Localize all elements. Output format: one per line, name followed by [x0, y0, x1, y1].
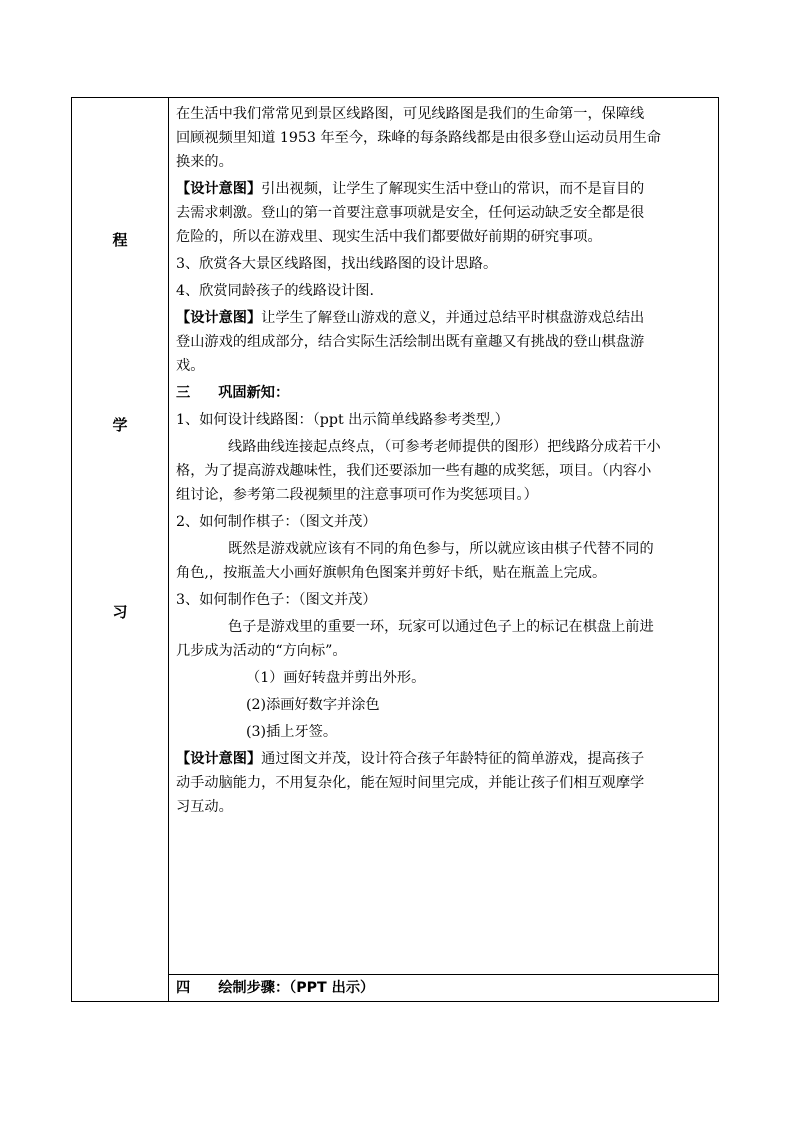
text-line: 动手动脑能力，不用复杂化，能在短时间里完成，并能让孩子们相互观摩学	[176, 775, 645, 791]
paragraph-chess-detail	[176, 537, 712, 585]
section-title: 绘制步骤：（PPT 出示）	[218, 980, 375, 996]
step-3	[176, 720, 712, 744]
text-line: 引出视频，让学生了解现实生活中登山的常识，而不是盲目的	[261, 181, 645, 197]
step-1	[176, 666, 712, 690]
paragraph-route-design	[176, 408, 712, 432]
text-line: 色子是游戏里的重要一环，玩家可以通过色子上的标记在棋盘上前进	[228, 619, 654, 635]
lesson-table	[71, 97, 719, 1002]
text-line: 去需求刺激。登山的第一首要注意事项就是安全，任何运动缺乏安全都是很	[176, 205, 645, 221]
text-line: 危险的，所以在游戏里、现实生活中我们都要做好前期的研究事项。	[176, 229, 602, 245]
text-line: 2、如何制作棋子：（图文并茂）	[176, 514, 377, 530]
content-cell	[176, 98, 712, 819]
paragraph-chess-piece	[176, 510, 712, 534]
side-label-cheng: 程	[112, 231, 128, 249]
paragraph-design-intent-1	[176, 177, 712, 249]
section-heading-4	[176, 976, 712, 1000]
content-cell-footer	[176, 976, 712, 1000]
section-heading-3	[176, 381, 712, 405]
design-intent-tag: 【设计意图】	[176, 751, 262, 767]
text-line: 习互动。	[176, 799, 233, 815]
text-line: (2)添画好数字并涂色	[246, 697, 380, 713]
design-intent-tag: 【设计意图】	[176, 181, 262, 197]
text-line: 3、如何制作色子：（图文并茂）	[176, 592, 377, 608]
paragraph-item-3	[176, 252, 712, 276]
paragraph-design-intent-2	[176, 306, 712, 378]
text-line: 格，为了提高游戏趣味性，我们还要添加一些有趣的成奖惩，项目。（内容小	[176, 463, 652, 479]
section-title: 巩固新知：	[218, 385, 290, 401]
side-label-xi: 习	[112, 603, 128, 621]
text-line: 线路曲线连接起点终点，（可参考老师提供的图形）把线路分成若干小	[228, 439, 661, 455]
text-line: 既然是游戏就应该有不同的角色参与，所以就应该由棋子代替不同的	[228, 541, 654, 557]
text-line: 换来的。	[176, 154, 233, 170]
paragraph-design-intent-3	[176, 747, 712, 819]
column-divider	[168, 98, 169, 1001]
design-intent-tag: 【设计意图】	[176, 310, 262, 326]
paragraph-route-detail	[176, 435, 712, 507]
paragraph-dice	[176, 588, 712, 612]
paragraph-dice-detail	[176, 615, 712, 663]
text-line: 回顾视频里知道 1953 年至今，珠峰的每条路线都是由很多登山运动员用生命	[176, 130, 661, 146]
side-label-xue: 学	[112, 416, 128, 434]
text-line: 1、如何设计线路图：（ppt 出示简单线路参考类型,）	[176, 412, 509, 428]
row-divider	[168, 974, 718, 975]
text-line: 在生活中我们常常见到景区线路图，可见线路图是我们的生命第一，保障线	[176, 106, 645, 122]
text-line: 4、欣赏同龄孩子的线路设计图.	[176, 283, 374, 299]
text-line: 通过图文并茂，设计符合孩子年龄特征的简单游戏，提高孩子	[261, 751, 645, 767]
paragraph-route-intro	[176, 102, 712, 174]
text-line: 登山游戏的组成部分，结合实际生活绘制出既有童趣又有挑战的登山棋盘游	[176, 334, 645, 350]
text-line: 戏。	[176, 358, 205, 374]
step-2	[176, 693, 712, 717]
text-line: 角色,，按瓶盖大小画好旗帜角色图案并剪好卡纸，贴在瓶盖上完成。	[176, 565, 607, 581]
text-line: 几步成为活动的“方向标”。	[176, 643, 347, 659]
paragraph-item-4	[176, 279, 712, 303]
section-number: 三	[176, 385, 191, 401]
text-line: 3、欣赏各大景区线路图，找出线路图的设计思路。	[176, 256, 498, 272]
section-number: 四	[176, 980, 191, 996]
text-line: （1）画好转盘并剪出外形。	[246, 670, 426, 686]
text-line: 组讨论，参考第二段视频里的注意事项可作为奖惩项目。）	[176, 487, 538, 503]
text-line: 让学生了解登山游戏的意义，并通过总结平时棋盘游戏总结出	[261, 310, 645, 326]
text-line: (3)插上牙签。	[246, 724, 338, 740]
